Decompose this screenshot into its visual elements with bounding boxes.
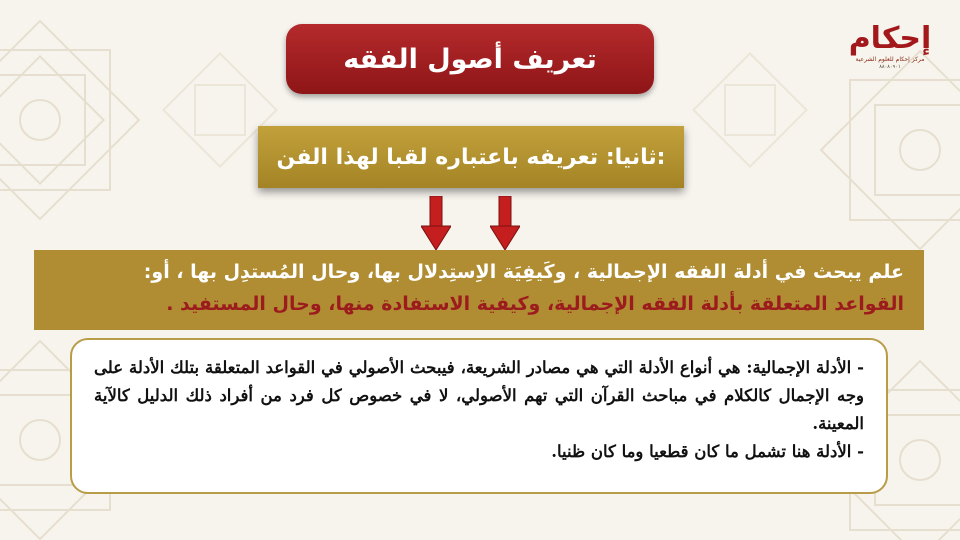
definition-line-1: علم يبحث في أدلة الفقه الإجمالية ، وكَيفِيَة الاِستِدلال بها، وحال المُستدِل بها ، أو: [143, 261, 904, 283]
subtitle-banner [258, 126, 684, 188]
note-paragraph-1: - الأدلة الإجمالية: هي أنواع الأدلة التي هي مصادر الشريعة، فيبحث الأصولي في القواعد المتعلقة بتلك الأدلة على وجه الإجمال كالكلام في مباحث القرآن التي تهم الأصولي، لا في خصوص كل فرد من أفراد ذلك الدليل كالآية المعينة. [94, 358, 864, 433]
slide-title [286, 24, 654, 94]
subtitle-text: ثانيا: تعريفه باعتباره لقبا لهذا الفن: [276, 144, 666, 170]
notes-box [70, 338, 888, 494]
arrow-down-icon [490, 196, 520, 250]
logo-word: إحكام [848, 21, 932, 56]
logo-small-text: ٨٨٠٨٠٩٠١ [879, 64, 901, 70]
logo-subtitle: مركز إحكام للعلوم الشرعية [855, 56, 925, 63]
brand-logo [848, 22, 932, 96]
note-paragraph-2: - الأدلة هنا تشمل ما كان قطعيا وما كان ظنيا. [551, 442, 864, 461]
arrow-down-icon [421, 196, 451, 250]
definition-line-2: القواعد المتعلقة بأدلة الفقه الإجمالية، وكيفية الاستفادة منها، وحال المستفيد . [166, 293, 904, 315]
slide-title-text: تعريف أصول الفقه [343, 43, 597, 75]
definition-box [34, 250, 924, 330]
